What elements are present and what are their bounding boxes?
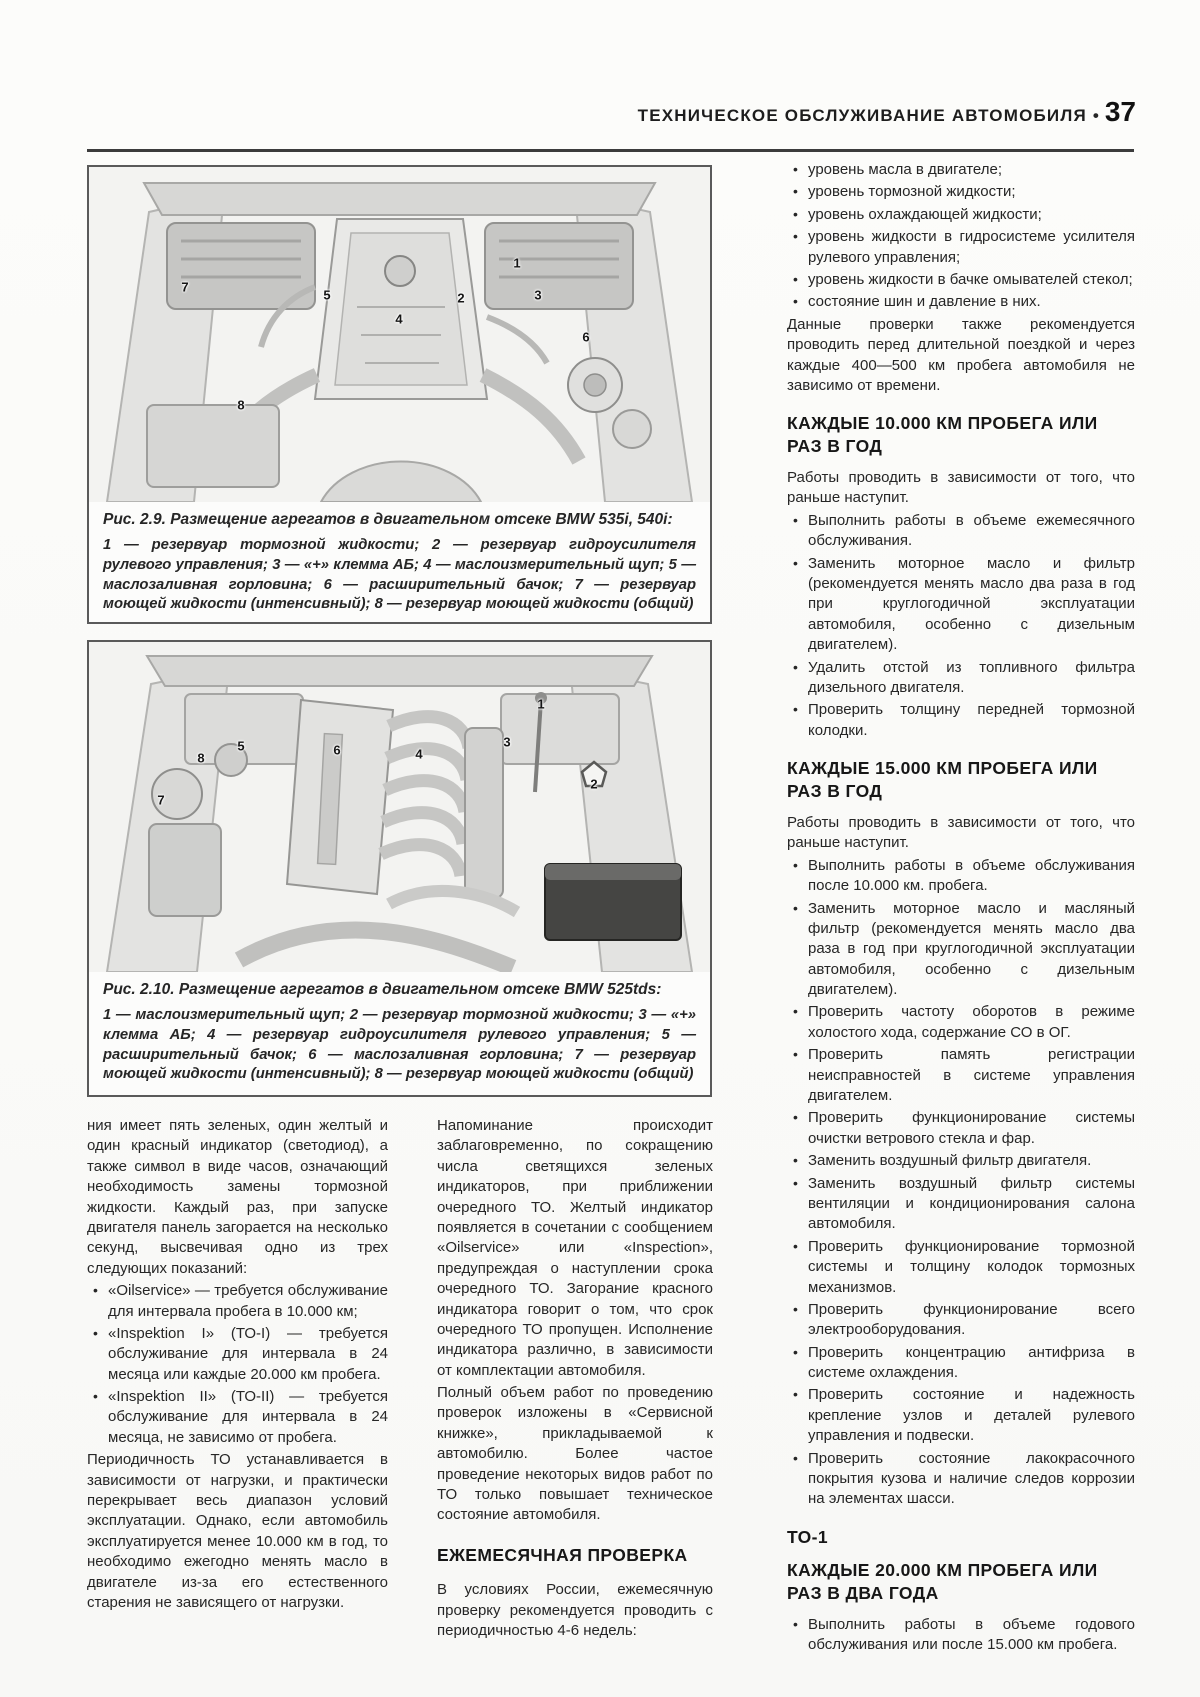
figure-callout-number: 4 — [395, 311, 403, 327]
bullet-list — [787, 1615, 1135, 1656]
list-item: • Заменить воздушный фильтр двигателя. — [787, 1151, 1135, 1171]
text-column-left — [87, 1116, 388, 1615]
list-item: • Проверить функционирование тормозной системы и толщину колодок тормозных механизмов. — [787, 1237, 1135, 1298]
figure-callout-number: 5 — [237, 738, 245, 754]
engine-bay-illustration-v8 — [89, 167, 710, 502]
list-item: • «Oilservice» — требуется обслуживание для интервала пробега в 10.000 км; — [87, 1281, 388, 1322]
figure-callout-number: 7 — [181, 279, 189, 295]
header-separator: • — [1092, 106, 1099, 125]
list-item: • Проверить память регистрации неисправностей в системе управления двигателем. — [787, 1045, 1135, 1106]
list-item: • Заменить моторное масло и фильтр (рекомендуется менять масло два раза в год при круглогодичной эксплуатации автомобиля, особенно с дизельным двигателем). — [787, 554, 1135, 656]
figure-callout-number: 1 — [513, 255, 521, 271]
figure-callout-number: 2 — [590, 776, 598, 792]
figure-callout-number: 1 — [537, 696, 545, 712]
paragraph: Данные проверки также рекомендуется проводить перед длительной поездкой и через каждые 400—500 км пробега автомобиля не зависимо от времени. — [787, 315, 1135, 394]
list-item: • уровень охлаждающей жидкости; — [787, 205, 1135, 225]
figure-2-9-image — [89, 167, 710, 502]
figure-callout-number: 5 — [323, 287, 331, 303]
paragraph: В условиях России, ежемесячную проверку рекомендуется проводить с периодичностью 4-6 недель: — [437, 1581, 713, 1639]
bullet-list — [87, 1281, 388, 1448]
list-item: • Заменить моторное масло и масляный фильтр (рекомендуется менять масло два раза в год при круглогодичной эксплуатации автомобиля, особенно с дизельным двигателем). — [787, 899, 1135, 1001]
list-item: • «Inspektion II» (ТО-II) — требуется обслуживание для интервала в 24 месяца, не зависимо от пробега. — [87, 1387, 388, 1448]
figure-2-10-image — [89, 642, 710, 972]
bullet-list — [787, 160, 1135, 313]
figure-callout-number: 7 — [157, 792, 165, 808]
figure-callout-number: 2 — [457, 290, 465, 306]
list-item: • Проверить толщину передней тормозной колодки. — [787, 700, 1135, 741]
page-number: 37 — [1104, 96, 1136, 127]
text-column-middle — [437, 1116, 713, 1643]
figure-2-10-caption-title: Рис. 2.10. Размещение агрегатов в двигательном отсеке BMW 525tds: — [103, 981, 662, 998]
list-item: • Выполнить работы в объеме ежемесячного обслуживания. — [787, 511, 1135, 552]
figure-callout-number: 4 — [415, 746, 423, 762]
section-heading-monthly-check: ЕЖЕМЕСЯЧНАЯ ПРОВЕРКА — [437, 1544, 688, 1565]
figure-callout-number: 6 — [333, 742, 341, 758]
section-heading-20000km: КАЖДЫЕ 20.000 КМ ПРОБЕГА ИЛИ РАЗ В ДВА ГОДА — [787, 1560, 1098, 1603]
figure-callout-number: 3 — [503, 734, 511, 750]
section-heading-15000km: КАЖДЫЕ 15.000 КМ ПРОБЕГА ИЛИ РАЗ В ГОД — [787, 758, 1098, 801]
figure-2-9 — [87, 165, 712, 624]
bullet-list — [787, 856, 1135, 1510]
figure-2-10-caption-labels: 1 — маслоизмерительный щуп; 2 — резервуар тормозной жидкости; 3 — «+» клемма АБ; 4 — резервуар гидроусилителя рулевого управления; 5 — расширительный бачок; 6 — маслозаливная горловина; 7 — резервуар моющей жидкости (интенсивный); 8 — резервуар моющей жидкости (общий) — [103, 1007, 696, 1083]
text-column-right — [787, 158, 1135, 1658]
paragraph: Полный объем работ по проведению проверок изложены в «Сервисной книжке», прикладываемой к автомобилю. Более частое проведение некоторых видов работ по ТО только повышает техническое состояние автомобиля. — [437, 1384, 713, 1524]
paragraph: Напоминание происходит заблаговременно, по сокращению числа светящихся зеленых индикаторов, при приближении очередного ТО. Желтый индикатор появляется в сочетании с сообщением «Oilservice» или «Inspection», предупреждая о наступлении срока очередного ТО. Загорание красного индикатора говорит о том, что срок очередного ТО пропущен. Исполнение индикатора различно, в зависимости от комплектации автомобиля. — [437, 1117, 713, 1379]
section-heading-10000km: КАЖДЫЕ 10.000 КМ ПРОБЕГА ИЛИ РАЗ В ГОД — [787, 413, 1098, 456]
list-item: • уровень тормозной жидкости; — [787, 182, 1135, 202]
figure-callout-number: 3 — [534, 287, 542, 303]
figure-2-9-caption-labels: 1 — резервуар тормозной жидкости; 2 — резервуар гидроусилителя рулевого управления; 3 — «+» клемма АБ; 4 — маслоизмерительный щуп; 5 — маслозаливная горловина; 6 — расширительный бачок; 7 — резервуар моющей жидкости (интенсивный); 8 — резервуар моющей жидкости (общий) — [103, 537, 696, 613]
list-item: • уровень жидкости в гидросистеме усилителя рулевого управления; — [787, 227, 1135, 268]
engine-bay-illustration-diesel — [89, 642, 710, 972]
figure-callout-number: 6 — [582, 329, 590, 345]
paragraph: ния имеет пять зеленых, один желтый и один красный индикатор (светодиод), а также символ в виде часов, означающий необходимость замены тормозной жидкости. Каждый раз, при запуске двигателя панель загорается на несколько секунд, высвечивая одно из трех следующих показаний: — [87, 1117, 388, 1277]
section-heading-to1: ТО-1 — [787, 1526, 829, 1547]
list-item: • «Inspektion I» (ТО-I) — требуется обслуживание для интервала в 24 месяца или каждые 20.000 км пробега. — [87, 1324, 388, 1385]
list-item: • Выполнить работы в объеме обслуживания после 10.000 км. пробега. — [787, 856, 1135, 897]
list-item: • Проверить состояние и надежность крепление узлов и деталей рулевого управления и подвески. — [787, 1385, 1135, 1446]
list-item: • уровень масла в двигателе; — [787, 160, 1135, 180]
list-item: • уровень жидкости в бачке омывателей стекол; — [787, 270, 1135, 290]
list-item: • Заменить воздушный фильтр системы вентиляции и кондиционирования салона автомобиля. — [787, 1174, 1135, 1235]
figure-2-9-caption — [89, 502, 710, 615]
paragraph: Работы проводить в зависимости от того, что раньше наступит. — [787, 469, 1135, 507]
list-item: • Удалить отстой из топливного фильтра дизельного двигателя. — [787, 658, 1135, 699]
page-header — [638, 98, 1136, 126]
list-item: • Выполнить работы в объеме годового обслуживания или после 15.000 км пробега. — [787, 1615, 1135, 1656]
paragraph: Периодичность ТО устанавливается в зависимости от нагрузки, и практически перекрывает весь диапазон условий эксплуатации. Однако, если автомобиль эксплуатируется менее 10.000 км в год, то необходимо ежегодно менять масло в двигателе из-за его естественного старения не зависящего от нагрузки. — [87, 1451, 388, 1611]
list-item: • Проверить состояние лакокрасочного покрытия кузова и наличие следов коррозии на элементах шасси. — [787, 1449, 1135, 1510]
list-item: • состояние шин и давление в них. — [787, 292, 1135, 312]
header-rule — [87, 149, 1134, 152]
figure-callout-number: 8 — [197, 750, 205, 766]
list-item: • Проверить концентрацию антифриза в системе охлаждения. — [787, 1343, 1135, 1384]
list-item: • Проверить частоту оборотов в режиме холостого хода, содержание СО в ОГ. — [787, 1002, 1135, 1043]
figure-2-10 — [87, 640, 712, 1097]
chapter-title: ТЕХНИЧЕСКОЕ ОБСЛУЖИВАНИЕ АВТОМОБИЛЯ — [637, 106, 1087, 125]
bullet-list — [787, 511, 1135, 741]
paragraph: Работы проводить в зависимости от того, что раньше наступит. — [787, 813, 1135, 852]
figure-2-9-caption-title: Рис. 2.9. Размещение агрегатов в двигательном отсеке BMW 535i, 540i: — [103, 511, 673, 528]
figure-callout-number: 8 — [237, 397, 245, 413]
figure-2-10-caption — [89, 972, 710, 1085]
list-item: • Проверить функционирование системы очистки ветрового стекла и фар. — [787, 1108, 1135, 1149]
list-item: • Проверить функционирование всего электрооборудования. — [787, 1300, 1135, 1341]
